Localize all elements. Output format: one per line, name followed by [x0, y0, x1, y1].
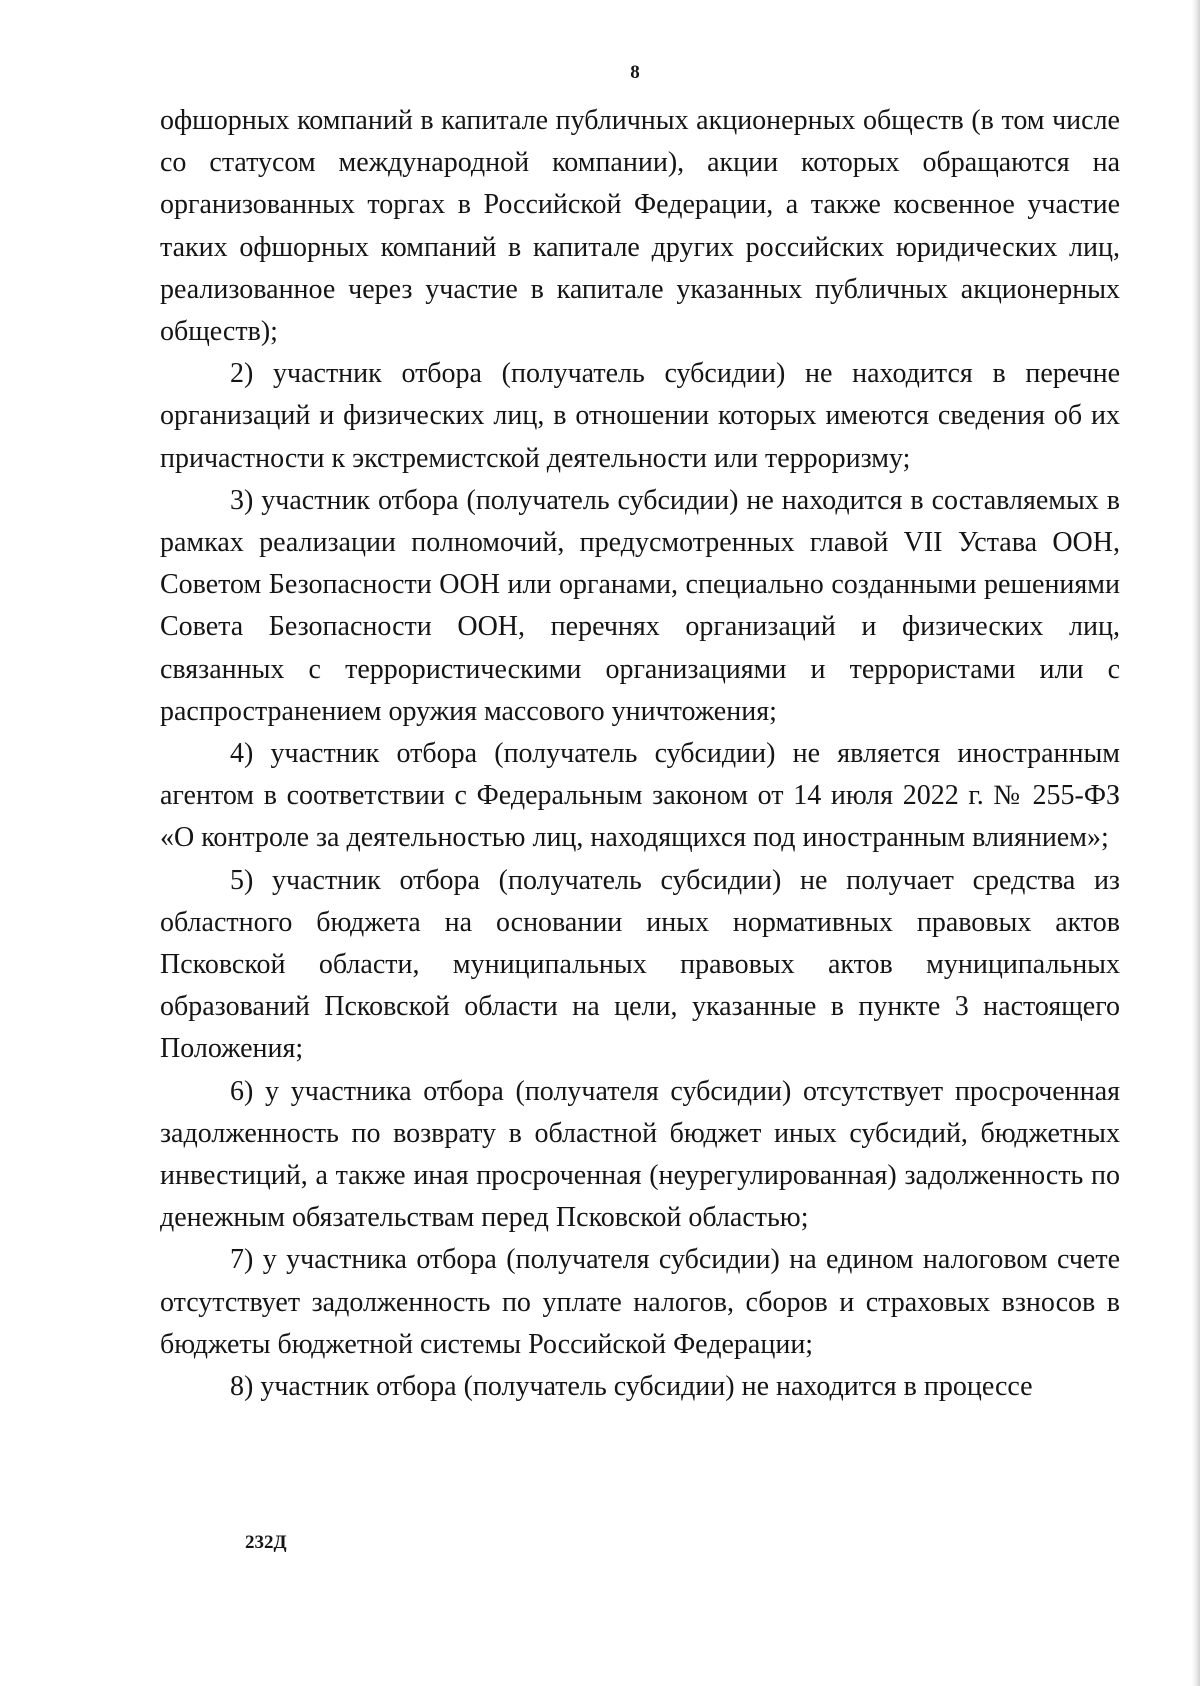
- scan-edge-shadow: [1192, 0, 1200, 1686]
- paragraph-item-3: 3) участник отбора (получатель субсидии) не находится в составляемых в рамках реализации полномочий, предусмотренных главой VII Устава ООН, Советом Безопасности ООН или органами, специально созданными решениями Совета Безопасности ООН, перечнях организаций и физических лиц, связанных с террористическими организациями и террористами или с распространением оружия массового уничтожения;: [160, 484, 1120, 727]
- document-body: [160, 100, 1120, 1408]
- paragraph-continuation: офшорных компаний в капитале публичных акционерных обществ (в том числе со статусом международной компании), акции которых обращаются на организованных торгах в Российской Федерации, а также косвенное участие таких офшорных компаний в капитале других российских юридических лиц, реализованное через участие в капитале указанных публичных акционерных обществ);: [160, 105, 1120, 348]
- footer-document-code: 232Д: [245, 1532, 287, 1553]
- paragraph-item-5: 5) участник отбора (получатель субсидии) не получает средства из областного бюджета на основании иных нормативных правовых актов Псковской области, муниципальных правовых актов муниципальных образований Псковской области на цели, указанные в пункте 3 настоящего Положения;: [160, 864, 1120, 1065]
- paragraph-item-4: 4) участник отбора (получатель субсидии) не является иностранным агентом в соответствии с Федеральным законом от 14 июля 2022 г. № 255-ФЗ «О контроле за деятельностью лиц, находящихся под иностранным влиянием»;: [160, 738, 1120, 854]
- paragraph-item-8: 8) участник отбора (получатель субсидии) не находится в процессе: [230, 1371, 1033, 1403]
- paragraph-item-7: 7) у участника отбора (получателя субсидии) на едином налоговом счете отсутствует задолженность по уплате налогов, сборов и страховых взносов в бюджеты бюджетной системы Российской Федерации;: [160, 1244, 1120, 1360]
- page-number: 8: [630, 62, 640, 83]
- paragraph-item-6: 6) у участника отбора (получателя субсидии) отсутствует просроченная задолженность по возврату в областной бюджет иных субсидий, бюджетных инвестиций, а также иная просроченная (неурегулированная) задолженность по денежным обязательствам перед Псковской областью;: [160, 1075, 1120, 1234]
- paragraph-item-2: 2) участник отбора (получатель субсидии) не находится в перечне организаций и физических лиц, в отношении которых имеются сведения об их причастности к экстремистской деятельности или терроризму;: [160, 358, 1120, 474]
